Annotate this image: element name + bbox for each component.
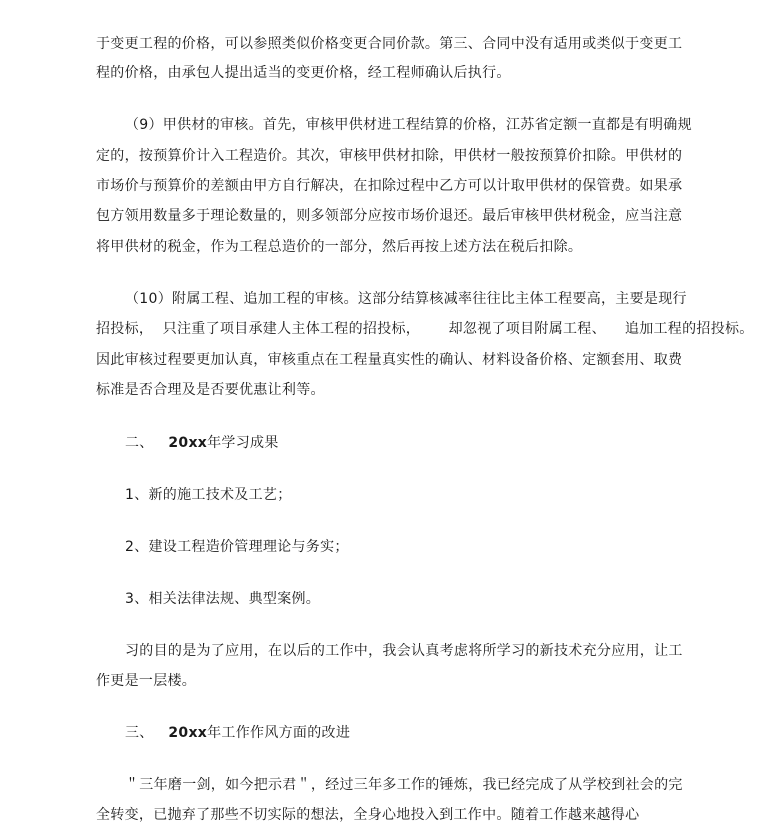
heading-year: 20xx — [168, 435, 208, 451]
paragraph-line: 于变更工程的价格，可以参照类似价格变更合同价款。第三、合同中没有适用或类似于变更工 — [96, 36, 683, 52]
paragraph-line: ＂三年磨一剑，如今把示君＂，经过三年多工作的锤炼，我已经完成了从学校到社会的完 — [125, 777, 683, 793]
section-heading — [125, 433, 279, 453]
paragraph-line: 因此审核过程要更加认真，审核重点在工程量真实性的确认、材料设备价格、定额套用、取费 — [96, 352, 683, 368]
list-item: 2、建设工程造价管理理论与务实； — [125, 539, 349, 555]
heading-year: 20xx — [168, 725, 208, 741]
paragraph-line: 市场价与预算价的差额由甲方自行解决，在扣除过程中乙方可以计取甲供材的保管费。如果承 — [96, 178, 683, 194]
paragraph-line: 习的目的是为了应用，在以后的工作中，我会认真考虑将所学习的新技术充分应用，让工 — [125, 643, 683, 659]
list-item: 3、相关法律法规、典型案例。 — [125, 591, 321, 607]
paragraph-line: 包方领用数量多于理论数量的，则多领部分应按市场价退还。最后审核甲供材税金，应当注意 — [96, 208, 683, 224]
section-heading — [125, 723, 350, 743]
paragraph-line: （9）甲供材的审核。首先，审核甲供材进工程结算的价格，江苏省定额一直都是有明确规 — [125, 117, 692, 133]
list-item: 1、新的施工技术及工艺； — [125, 487, 292, 503]
paragraph-line: 标准是否合理及是否要优惠让利等。 — [96, 382, 325, 398]
paragraph-line: 程的价格，由承包人提出适当的变更价格，经工程师确认后执行。 — [96, 65, 511, 81]
paragraph-line: 将甲供材的税金，作为工程总造价的一部分，然后再按上述方法在税后扣除。 — [96, 239, 583, 255]
heading-text: 年学习成果 — [207, 435, 279, 451]
paragraph-line: 作更是一层楼。 — [96, 673, 197, 689]
heading-prefix: 二、 — [125, 435, 154, 451]
paragraph-line: 招投标， 只注重了项目承建人主体工程的招投标， 却忽视了项目附属工程、 追加工程的招投标。 — [96, 321, 754, 337]
paragraph-line: （10）附属工程、追加工程的审核。这部分结算核减率往往比主体工程要高，主要是现行 — [125, 291, 687, 307]
paragraph-line: 全转变，已抛弃了那些不切实际的想法，全身心地投入到工作中。随着工作越来越得心 — [96, 807, 640, 823]
paragraph-line: 定的，按预算价计入工程造价。其次，审核甲供材扣除，甲供材一般按预算价扣除。甲供材的 — [96, 148, 683, 164]
heading-prefix: 三、 — [125, 725, 154, 741]
heading-text: 年工作作风方面的改进 — [207, 725, 351, 741]
